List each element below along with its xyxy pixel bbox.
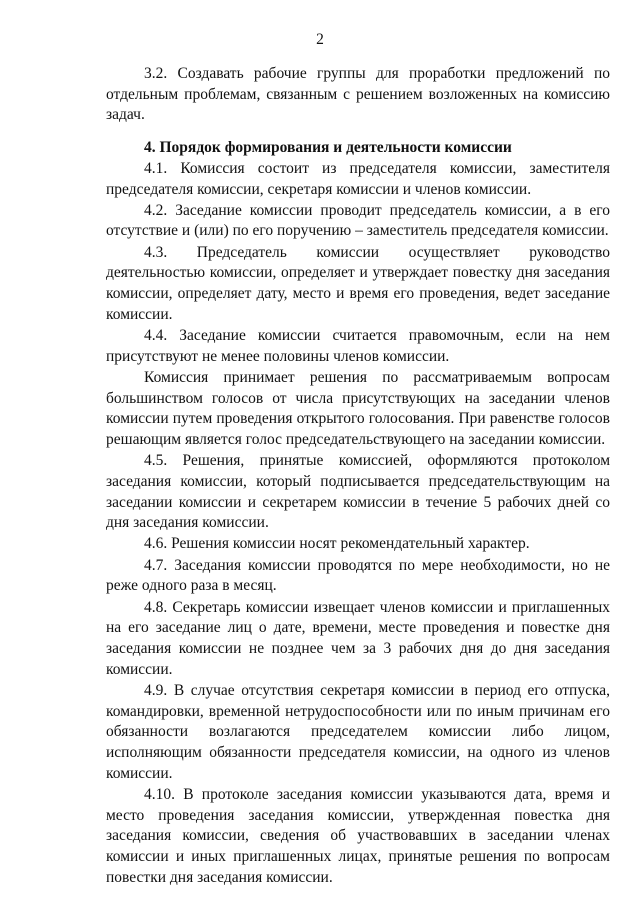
paragraph-4-9: 4.9. В случае отсутствия секретаря комиссии в период его отпуска, командировки, временной нетрудоспособности или по иным причинам его обязанности возлагаются председателем комиссии либо лицом, исполняющим обязанности председателя комиссии, на одного из членов комиссии. [106,681,610,782]
paragraph-3-2: 3.2. Создавать рабочие группы для проработки предложений по отдельным проблемам, связанным с решением возложенных на комиссию задач. [106,65,610,124]
paragraph-4-7: 4.7. Заседания комиссии проводятся по мере необходимости, но не реже одного раза в месяц. [106,556,610,595]
paragraph-4-10: 4.10. В протоколе заседания комиссии указываются дата, время и место проведения заседания комиссии, утвержденная повестка дня заседания комиссии, сведения об участвовавших в заседании членах комиссии и иных приглашенных лицах, принятые решения по вопросам повестки дня заседания комиссии. [106,785,610,886]
page-number: 2 [316,31,324,48]
paragraph-4-3: 4.3. Председатель комиссии осуществляет руководство деятельностью комиссии, определяет и утверждает повестку дня заседания комиссии, определяет дату, место и время его проведения, ведет заседание комиссии. [106,243,610,323]
paragraph-4-1: 4.1. Комиссия состоит из председателя комиссии, заместителя председателя комиссии, секретаря комиссии и членов комиссии. [106,159,610,198]
paragraph-4-5: 4.5. Решения, принятые комиссией, оформляются протоколом заседания комиссии, который подписывается председательствующим на заседании комиссии и секретарем комиссии в течение 5 рабочих дней со дня заседания комиссии. [106,452,610,532]
document-body [106,64,610,889]
paragraph-voting: Комиссия принимает решения по рассматриваемым вопросам большинством голосов от числа присутствующих на заседании членов комиссии путем проведения открытого голосования. При равенстве голосов решающим является голос председательствующего на заседании комиссии. [106,368,610,448]
paragraph-4-6: 4.6. Решения комиссии носят рекомендательный характер. [144,535,530,553]
paragraph-4-2: 4.2. Заседание комиссии проводит председатель комиссии, а в его отсутствие и (или) по его поручению – заместитель председателя комиссии. [106,201,610,240]
paragraph-4-8: 4.8. Секретарь комиссии извещает членов комиссии и приглашенных на его заседание лиц о дате, времени, месте проведения и повестке дня заседания комиссии не позднее чем за 3 рабочих дня до дня заседания комиссии. [106,598,610,678]
section-heading: 4. Порядок формирования и деятельности комиссии [144,139,512,157]
paragraph-4-4: 4.4. Заседание комиссии считается правомочным, если на нем присутствуют не менее половины членов комиссии. [106,326,610,365]
